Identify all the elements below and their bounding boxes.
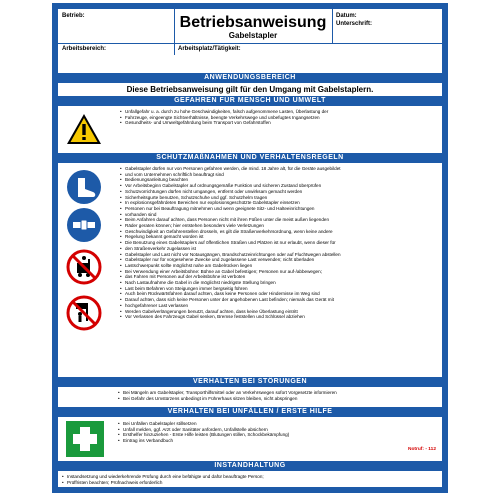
list-item: • Gesundheits- und Umweltgefährdung beim Transport von Gefahrstoffen xyxy=(120,120,438,126)
section-header-gefahren: GEFAHREN FÜR MENSCH UND UMWELT xyxy=(58,96,442,106)
section-header-instandhaltung: INSTANDHALTUNG xyxy=(58,461,442,471)
header-divider-left xyxy=(174,9,175,55)
list-item: • das Fahren mit Personen auf der Arbeitsbühne ist verboten xyxy=(120,274,438,280)
instandhaltung-list xyxy=(62,474,438,485)
section-header-schutzmassnahmen: SCHUTZMAßNAHMEN UND VERHALTENSREGELN xyxy=(58,153,442,163)
list-item: • Bei Unfällen Gabelstapler stillsetzen xyxy=(118,421,436,427)
list-item: • Lastschwerpunkt sollte möglichst nahe am Gabelrücken liegen xyxy=(120,263,438,269)
list-item: • Prüffristen beachten; Prüfnachweis erforderlich xyxy=(62,480,438,486)
list-item: • Geschwindigkeit an Gefahrenstellen drosseln, es gilt die Straßenverkehrsordnung, wenn keine andere xyxy=(120,229,438,235)
list-item: • Bedienungsanleitung beachten xyxy=(120,177,438,183)
list-item: • hochgefahrener Last verlassen xyxy=(120,303,438,309)
anwendungsbereich-text: Diese Betriebsanweisung gilt für den Umgang mit Gabelstaplern. xyxy=(126,85,374,94)
list-item: • Vor Verlassen des Fahrzeugs Gabel senken, Bremse feststellen und Schlüssel abziehen xyxy=(120,314,438,320)
no-standing-under-load-icon xyxy=(66,295,102,336)
list-item: • Personen nur bei Beauftragung mitnehmen und wenn geeignete Sitz- und Halteeinrichtungen xyxy=(120,206,438,212)
unterschrift-label: Unterschrift: xyxy=(336,21,373,27)
list-item: • Gabelstapler und Last nicht vor Notausgängen, Brandschutzeinrichtungen oder auf Fluchtwegen abstellen xyxy=(120,252,438,258)
list-item: • den Straßenverkehr zugelassen ist xyxy=(120,246,438,252)
list-item: • Eintrag ins Verbandbuch xyxy=(118,438,436,444)
list-item: • Sicherheitsgurte benutzen, Schutzschuhe und ggf. Schutzhelm tragen xyxy=(120,195,438,201)
seatbelt-icon xyxy=(66,207,102,248)
list-item: • Last beim Befahren von Steigungen immer bergseitig führen xyxy=(120,286,438,292)
list-item: • und vom Unternehmen schriftlich beauftragt sind xyxy=(120,172,438,178)
sheet-content xyxy=(58,9,442,487)
list-item: • vorhanden sind xyxy=(120,212,438,218)
datum-label: Datum: xyxy=(336,13,357,19)
list-item: • Fahrzeuge, eingeengte Sichtverhältnisse, beengte Verkehrswege und unbefugtes Ingangsetzen xyxy=(120,115,438,121)
list-item: • Beim Anfahren darauf achten, dass Personen nicht mit ihren Füßen unter die meist außen liegenden xyxy=(120,217,438,223)
arbeitsbereich-label: Arbeitsbereich: xyxy=(62,46,107,52)
list-item: • Regelung bekannt gemacht worden ist xyxy=(120,234,438,240)
list-item: • Nach Lastaufnahme die Gabel in die möglichst niedrigste Stellung bringen xyxy=(120,280,438,286)
list-item: • Ersthelfer hinzuziehen - Erste Hilfe leisten (Blutungen stillen, Schockbekämpfung) xyxy=(118,432,436,438)
list-item: • Unfallgefahr u. a. durch zu hohe Geschwindigkeiten, falsch aufgenommene Lasten, Überlastung der xyxy=(120,109,438,115)
safety-shoes-icon xyxy=(66,169,102,210)
list-item: • Bei Verwendung einer Arbeitsbühne: Bühne an Gabel befestigen; Personen nur auf-/abbewegen; xyxy=(120,269,438,275)
list-item: • Unfall melden, ggf. Arzt oder Sanitäter anfordern, Unfallstelle absichern xyxy=(118,427,436,433)
page-subtitle: Gabelstapler xyxy=(228,31,278,40)
operating-instruction-sheet xyxy=(52,3,448,493)
list-item: • Gabelstapler nur für vorgesehene Zwecke und zugelassene Last verwenden; nicht überladen xyxy=(120,257,438,263)
betrieb-label: Betrieb: xyxy=(62,13,85,19)
list-item: • Die Benutzung eines Gabelstaplers auf öffentlichen Straßen und Plätzen ist nur erlaubt, wenn dieser für xyxy=(120,240,438,246)
section-header-anwendungsbereich: ANWENDUNGSBEREICH xyxy=(58,73,442,83)
unfaelle-list xyxy=(118,421,436,444)
page-title: Betriebsanweisung xyxy=(179,14,327,31)
warning-triangle-icon xyxy=(66,113,102,150)
schutzmassnahmen-list xyxy=(120,166,438,320)
list-item: • Vor Arbeitsbeginn Gabelstapler auf ordnungsgemäße Funktion und sicheren Zustand überprüfen xyxy=(120,183,438,189)
list-item: • Werden Gabelverlängerungen benutzt, darauf achten, dass keine Überlastung eintritt xyxy=(120,309,438,315)
gefahren-list xyxy=(120,109,438,126)
first-aid-icon xyxy=(66,421,104,462)
section-header-unfaelle: VERHALTEN BEI UNFÄLLEN / ERSTE HILFE xyxy=(58,407,442,417)
list-item: • Instandsetzung und wiederkehrende Prüfung durch eine befähigte und dafür beauftragte Person; xyxy=(62,474,438,480)
list-item: • Bei Mängeln am Gabelstapler, Transporthilfsmittel oder an Verkehrswegen sofort Vorgesetzte informieren xyxy=(118,390,436,396)
list-item: • Räder geraten können; hier entstehen besonders viele Verletzungen xyxy=(120,223,438,229)
section-header-stoerungen: VERHALTEN BEI STÖRUNGEN xyxy=(58,377,442,387)
list-item: • Auch beim Rückwärtsfahren darauf achten, dass keine Personen oder Hindernisse im Weg sind xyxy=(120,291,438,297)
list-item: • Darauf achten, dass sich keine Personen unter der angehobenen Last befinden; niemals das Gerät mit xyxy=(120,297,438,303)
header-divider-right xyxy=(332,9,333,43)
stoerungen-list xyxy=(118,390,436,401)
list-item: • Gabelstapler dürfen nur von Personen gefahren werden, die mind. 18 Jahre alt, für die Geräte ausgebildet xyxy=(120,166,438,172)
notruf-label: Notruf: - 112 xyxy=(408,447,436,452)
list-item: • Schutzvorrichtungen dürfen nicht umgangen, entfernt oder unwirksam gemacht werden xyxy=(120,189,438,195)
list-item: • Bei Gefahr des Umstürzens unbedingt im Führerhaus sitzen bleiben, nicht abspringen xyxy=(118,396,436,402)
no-person-transport-icon xyxy=(66,249,102,290)
list-item: • In explosionsgefährdeten Bereichen nur explosionsgeschützte Gabelstapler einsetzen xyxy=(120,200,438,206)
arbeitsplatz-label: Arbeitsplatz/Tätigkeit: xyxy=(178,46,241,52)
